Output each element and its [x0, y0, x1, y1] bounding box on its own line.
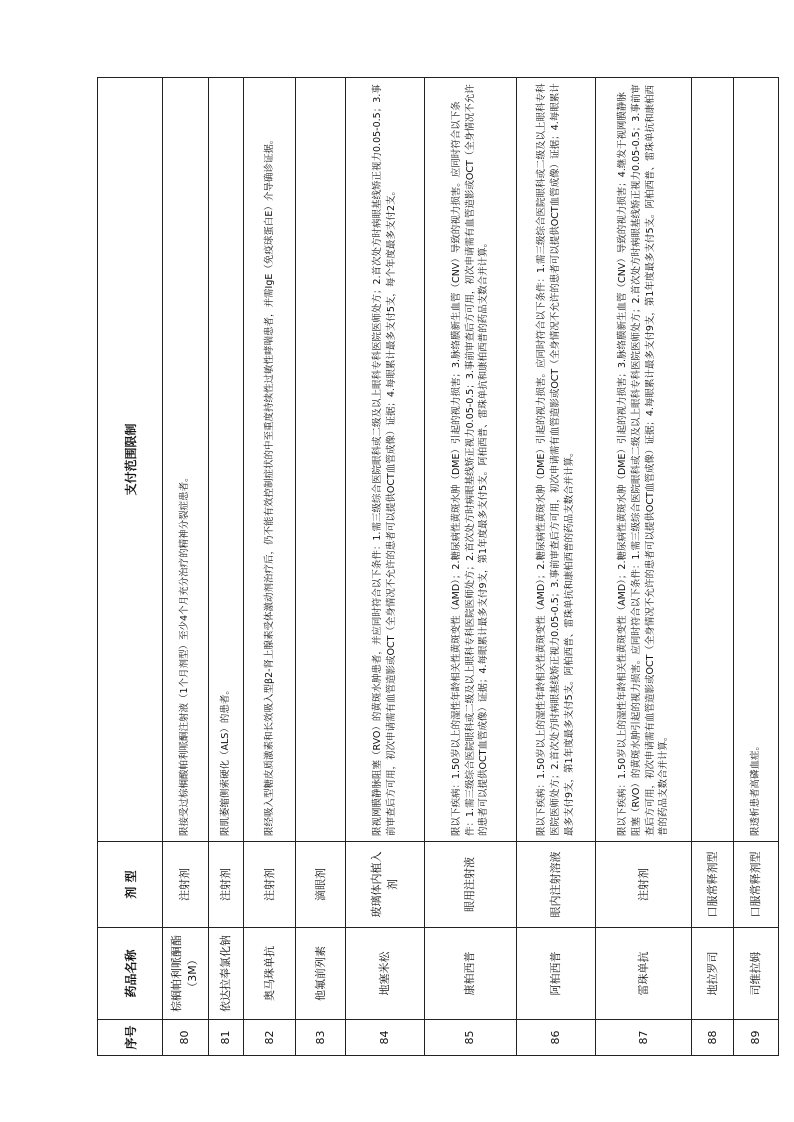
table-row — [243, 78, 296, 1056]
row-drug-name: 依达拉奉氯化钠 — [208, 928, 243, 1020]
row-drug-name: 奥马珠单抗 — [243, 928, 296, 1020]
row-seq: 84 — [345, 1020, 425, 1056]
row-seq: 87 — [596, 1020, 692, 1056]
table-row — [345, 78, 425, 1056]
row-dosage-form: 注射剂 — [208, 842, 243, 928]
row-payment-scope: 限肌萎缩侧索硬化（ALS）的患者。 — [208, 78, 243, 842]
table-row — [734, 78, 779, 1056]
row-dosage-form: 眼用注射液 — [425, 842, 516, 928]
row-seq: 80 — [163, 1020, 209, 1056]
row-payment-scope — [692, 78, 734, 842]
row-drug-name: 他氟前列素 — [296, 928, 345, 1020]
row-seq: 81 — [208, 1020, 243, 1056]
row-dosage-form: 注射剂 — [243, 842, 296, 928]
table-row — [296, 78, 345, 1056]
row-drug-name: 棕榈帕利哌酮酯（3M） — [163, 928, 209, 1020]
row-seq: 85 — [425, 1020, 516, 1056]
row-drug-name: 司维拉姆 — [734, 928, 779, 1020]
row-payment-scope: 限以下疾病：1.50岁以上的湿性年龄相关性黄斑变性（AMD）；2.糖尿病性黄斑水肿（DME）引起的视力损害；3.脉络膜新生血管（CNV）导致的视力损害；4.继发于视网膜静脉阻塞（RVO）的黄斑水肿引起的视力损害。应同时符合以下条件：1.需三级综合医院眼科或二级及以上眼科专科医院医师处方；2.首次处方时病眼基线矫正视力0.05-0.5；3.事前审查后方可用，初次申请需有血管造影或OCT（全身情况不允许的患者可以提供OCT血管成像）证据；4.每眼累计最多支付9支，第1年度最多支付5支。阿柏西普、雷珠单抗和康柏西普的药品支数合并计算。 — [596, 78, 692, 842]
row-drug-name: 阿柏西普 — [516, 928, 596, 1020]
column-header-scope: 支付范围限制 — [98, 78, 163, 842]
row-dosage-form: 口服常释剂型 — [734, 842, 779, 928]
row-payment-scope: 限以下疾病：1.50岁以上的湿性年龄相关性黄斑变性（AMD）；2.糖尿病性黄斑水肿（DME）引起的视力损害；3.脉络膜新生血管（CNV）导致的视力损害。应同时符合以下条件：1.需三级综合医院眼科或二级及以上眼科专科医院医师处方；2.首次处方时病眼基线矫正视力0.05-0.5；3.事前审查后方可用，初次申请需有血管造影或OCT（全身情况不允许的患者可以提供OCT血管成像）证据；4.每眼累计最多支付9支，第1年度最多支付5支。阿柏西普、雷珠单抗和康柏西普的药品支数合并计算。 — [425, 78, 516, 842]
row-payment-scope: 限以下疾病：1.50岁以上的湿性年龄相关性黄斑变性（AMD）；2.糖尿病性黄斑水肿（DME）引起的视力损害。应同时符合以下条件：1.需三级综合医院眼科或二级及以上眼科专科医院医师处方；2.首次处方时病眼基线矫正视力0.05-0.5；3.事前审查后方可用，初次申请需有血管造影或OCT（全身情况不允许的患者可以提供OCT血管成像）证据；4.每眼累计最多支付9支，第1年度最多支付5支。阿柏西普、雷珠单抗和康柏西普的药品支数合并计算。 — [516, 78, 596, 842]
row-drug-name: 康柏西普 — [425, 928, 516, 1020]
row-seq: 88 — [692, 1020, 734, 1056]
row-seq: 83 — [296, 1020, 345, 1056]
table-row — [692, 78, 734, 1056]
row-drug-name: 地塞米松 — [345, 928, 425, 1020]
row-dosage-form: 滴眼剂 — [296, 842, 345, 928]
table-row — [163, 78, 209, 1056]
row-dosage-form: 眼内注射溶液 — [516, 842, 596, 928]
row-dosage-form: 玻璃体内植入剂 — [345, 842, 425, 928]
row-payment-scope: 限接受过棕榈酸帕利哌酮注射液（1个月剂型）至少4个月充分治疗的精神分裂症患者。 — [163, 78, 209, 842]
row-payment-scope — [296, 78, 345, 842]
column-header-form: 剂 型 — [98, 842, 163, 928]
table-body — [163, 78, 779, 1056]
column-header-name: 药品名称 — [98, 928, 163, 1020]
row-seq: 82 — [243, 1020, 296, 1056]
row-seq: 89 — [734, 1020, 779, 1056]
row-payment-scope: 限视网膜静脉阻塞（RVO）的黄斑水肿患者，并应同时符合以下条件：1.需三级综合医院眼科或二级及以上眼科专科医院医师处方；2.首次处方时病眼基线矫正视力0.05-0.5；3.事前审查后方可用，初次申请需有血管造影或OCT（全身情况不允许的患者可以提供OCT血管成像）证据；4.每眼累计最多支付5支，每个年度最多支付2支。 — [345, 78, 425, 842]
table-header-row — [98, 78, 163, 1056]
row-drug-name: 地拉罗司 — [692, 928, 734, 1020]
row-dosage-form: 注射剂 — [163, 842, 209, 928]
table-row — [596, 78, 692, 1056]
row-drug-name: 雷珠单抗 — [596, 928, 692, 1020]
row-dosage-form: 口服常释剂型 — [692, 842, 734, 928]
rotated-table-container — [97, 78, 779, 1056]
row-seq: 86 — [516, 1020, 596, 1056]
table-row — [208, 78, 243, 1056]
drug-payment-table — [97, 77, 779, 1056]
row-dosage-form: 注射剂 — [596, 842, 692, 928]
row-payment-scope: 限透析患者高磷血症。 — [734, 78, 779, 842]
table-row — [425, 78, 516, 1056]
row-payment-scope: 限经吸入型糖皮质激素和长效吸入型β2-肾上腺素受体激动剂治疗后，仍不能有效控制症状的中至重度持续性过敏性哮喘患者，并需IgE（免疫球蛋白E）介导确诊证据。 — [243, 78, 296, 842]
column-header-seq: 序号 — [98, 1020, 163, 1056]
table-row — [516, 78, 596, 1056]
